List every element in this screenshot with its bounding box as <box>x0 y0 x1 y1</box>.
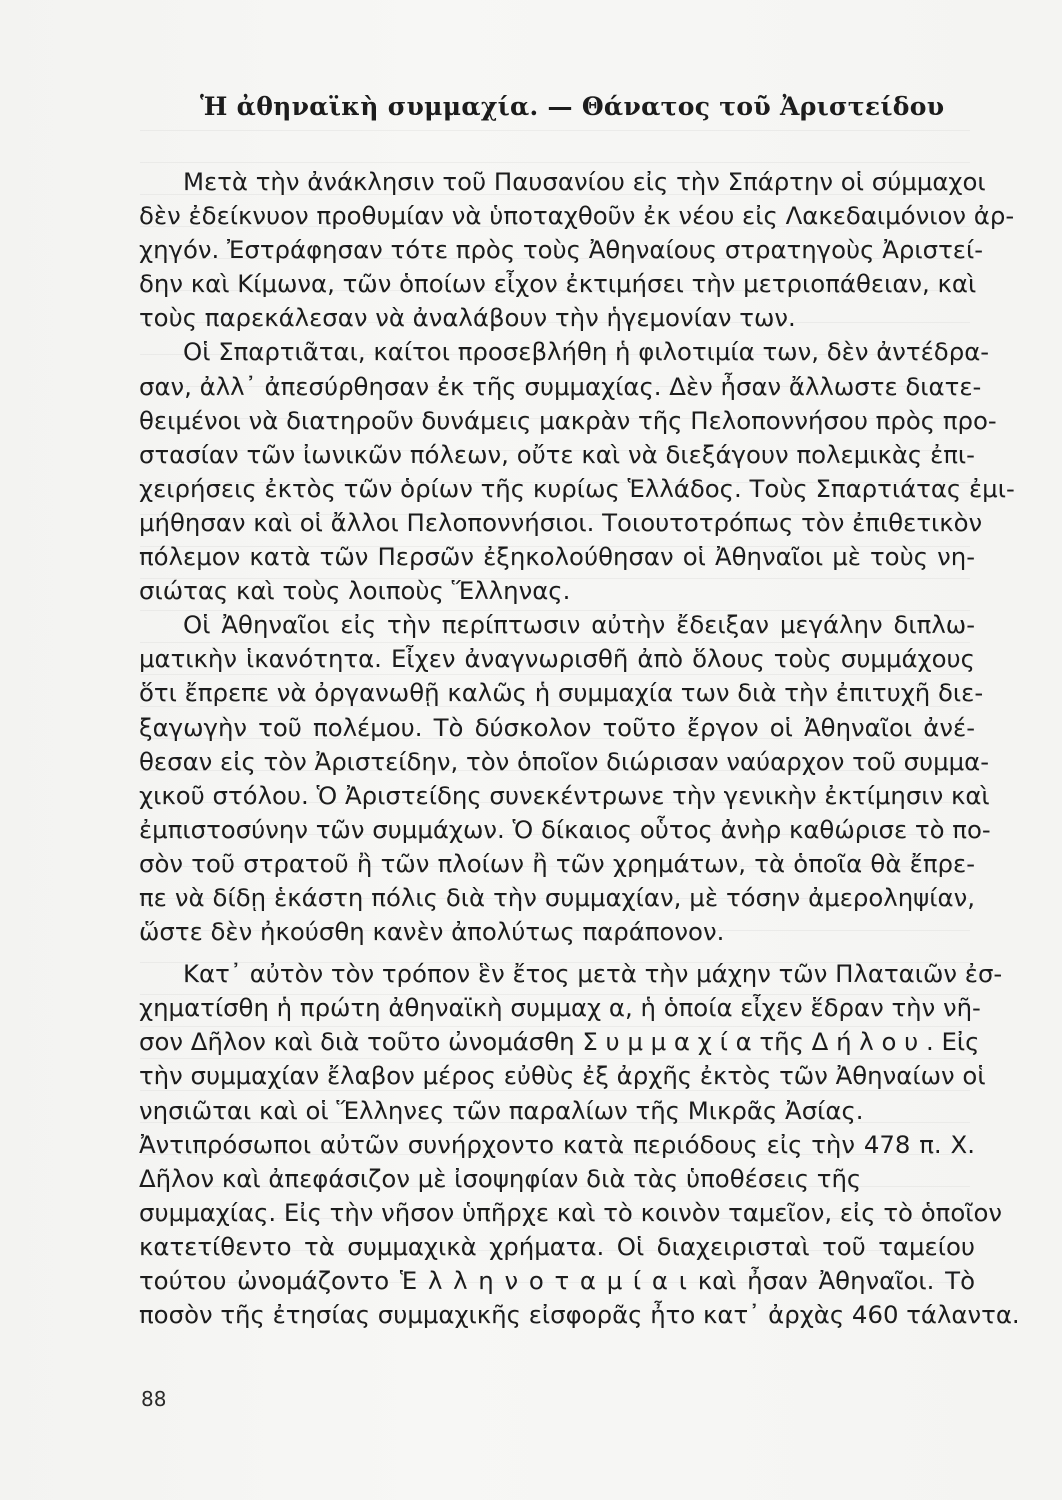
text-line: ματικὴν ἱκανότητα. Εἶχεν ἀναγνωρισθῆ ἀπὸ ὅλους τοὺς συμμάχους <box>139 644 975 674</box>
paragraph-2 <box>139 335 1015 608</box>
text-line: νησιῶται καὶ οἱ Ἕλληνες τῶν παραλίων τῆς Μικρᾶς Ἀσίας. <box>139 1095 864 1125</box>
text-line: συμμαχίας. Εἰς τὴν νῆσον ὑπῆρχε καὶ τὸ κοινὸν ταμεῖον, εἰς τὸ ὁποῖον <box>139 1197 1003 1227</box>
text-line: ποσὸν τῆς ἐτησίας συμμαχικῆς εἰσφορᾶς ἦτο κατ᾽ ἀρχὰς 460 τάλαντα. <box>139 1300 1020 1330</box>
text-line: σον Δῆλον καὶ διὰ τοῦτο ὠνομάσθη Σ υ μ μ α χ ί α τῆς Δ ή λ ο υ . Εἰς <box>139 1027 980 1057</box>
body-text <box>139 165 1020 1332</box>
text-line: Δῆλον καὶ ἀπεφάσιζον μὲ ἰσοψηφίαν διὰ τὰς ὑποθέσεις τῆς <box>139 1163 862 1193</box>
text-line: χικοῦ στόλου. Ὁ Ἀριστείδης συνεκέντρωνε τὴν γενικὴν ἐκτίμησιν καὶ <box>139 780 990 810</box>
text-line: τὴν συμμαχίαν ἔλαβον μέρος εὐθὺς ἐξ ἀρχῆς ἐκτὸς τῶν Ἀθηναίων οἱ <box>139 1061 986 1091</box>
text-line: θειμένοι νὰ διατηροῦν δυνάμεις μακρὰν τῆς Πελοποννήσου πρὸς προ- <box>139 405 997 435</box>
text-line: Μετὰ τὴν ἀνάκλησιν τοῦ Παυσανίου εἰς τὴν Σπάρτην οἱ σύμμαχοι <box>183 167 986 196</box>
text-line: τοὺς παρεκάλεσαν νὰ ἀναλάβουν τὴν ἡγεμονίαν των. <box>139 303 796 333</box>
text-line: Ἀντιπρόσωποι αὐτῶν συνήρχοντο κατὰ περιόδους εἰς τὴν 478 π. Χ. <box>139 1129 975 1159</box>
text-line: Οἱ Σπαρτιᾶται, καίτοι προσεβλήθη ἡ φιλοτιμία των, δὲν ἀντέδρα- <box>183 337 990 367</box>
text-line: ὅτι ἔπρεπε νὰ ὀργανωθῇ καλῶς ἡ συμμαχία των διὰ τὴν ἐπιτυχῆ διε- <box>139 678 984 708</box>
text-line: δην καὶ Κίμωνα, τῶν ὁποίων εἶχον ἐκτιμήσει τὴν μετριοπάθειαν, καὶ <box>139 269 977 299</box>
text-line: σιώτας καὶ τοὺς λοιποὺς Ἕλληνας. <box>139 576 571 606</box>
text-line: πόλεμον κατὰ τῶν Περσῶν ἐξηκολούθησαν οἱ Ἀθηναῖοι μὲ τοὺς νη- <box>139 542 975 572</box>
text-line: δὲν ἐδείκνυον προθυμίαν νὰ ὑποταχθοῦν ἐκ νέου εἰς Λακεδαιμόνιον ἀρ- <box>139 201 1015 231</box>
text-line: χηματίσθη ἡ πρώτη ἀθηναϊκὴ συμμαχ α, ἡ ὁποία εἶχεν ἕδραν τὴν νῆ- <box>139 993 981 1023</box>
chapter-heading: Ἡ ἀθηναϊκὴ συμμαχία. — Θάνατος τοῦ Ἀριστείδου <box>200 92 945 121</box>
text-line: σὸν τοῦ στρατοῦ ἢ τῶν πλοίων ἢ τῶν χρημάτων, τὰ ὁποῖα θὰ ἔπρε- <box>139 848 975 878</box>
text-line: χηγόν. Ἐστράφησαν τότε πρὸς τοὺς Ἀθηναίους στρατηγοὺς Ἀριστεί- <box>139 235 984 265</box>
text-line: πε νὰ δίδῃ ἑκάστη πόλις διὰ τὴν συμμαχίαν, μὲ τόσην ἀμεροληψίαν, <box>139 882 975 912</box>
text-line: σαν, ἀλλ᾽ ἀπεσύρθησαν ἐκ τῆς συμμαχίας. Δὲν ἦσαν ἄλλωστε διατε- <box>139 371 982 401</box>
text-line: θεσαν εἰς τὸν Ἀριστείδην, τὸν ὁποῖον διώρισαν ναύαρχον τοῦ συμμα- <box>139 746 990 776</box>
text-line: στασίαν τῶν ἰωνικῶν πόλεων, οὔτε καὶ νὰ διεξάγουν πολεμικὰς ἐπι- <box>139 439 975 469</box>
text-line: ὥστε δὲν ἠκούσθη κανὲν ἀπολύτως παράπονον. <box>139 917 725 947</box>
text-line: τούτου ὠνομάζοντο Ἑ λ λ η ν ο τ α μ ί α ι καὶ ἦσαν Ἀθηναῖοι. Τὸ <box>139 1266 975 1295</box>
text-line: Οἱ Ἀθηναῖοι εἰς τὴν περίπτωσιν αὐτὴν ἔδειξαν μεγάλην διπλω- <box>183 610 975 640</box>
text-line: ἐμπιστοσύνην τῶν συμμάχων. Ὁ δίκαιος οὗτος ἀνὴρ καθώρισε τὸ πο- <box>139 814 991 844</box>
paragraph-1 <box>139 165 1015 335</box>
paragraph-4 <box>139 957 1020 1332</box>
text-line: μήθησαν καὶ οἱ ἄλλοι Πελοποννήσιοι. Τοιουτοτρόπως τὸν ἐπιθετικὸν <box>139 507 983 537</box>
text-line: Κατ᾽ αὐτὸν τὸν τρόπον ἓν ἔτος μετὰ τὴν μάχην τῶν Πλαταιῶν ἐσ- <box>183 959 1003 989</box>
page-number: 88 <box>141 1387 167 1411</box>
text-line: ξαγωγὴν τοῦ πολέμου. Τὸ δύσκολον τοῦτο ἔργον οἱ Ἀθηναῖοι ἀνέ- <box>139 712 975 742</box>
text-line: κατετίθεντο τὰ συμμαχικὰ χρήματα. Οἱ διαχειρισταὶ τοῦ ταμείου <box>139 1231 975 1261</box>
text-line: χειρήσεις ἐκτὸς τῶν ὁρίων τῆς κυρίως Ἑλλάδος. Τοὺς Σπαρτιάτας ἐμι- <box>139 473 1015 503</box>
paragraph-3 <box>139 608 991 949</box>
